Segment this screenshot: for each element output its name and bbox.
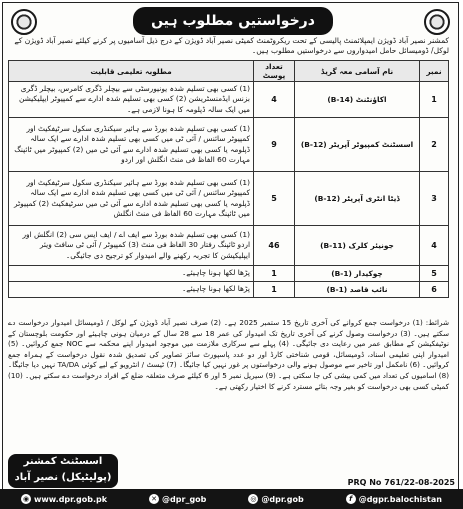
col-qty-header: تعداد پوسٹ [254, 61, 295, 82]
row-number: 1 [420, 82, 449, 118]
page-title: درخواستیں مطلوب ہیں [133, 7, 333, 35]
row-post: نائب قاصد (B-1) [295, 282, 420, 298]
row-number: 2 [420, 118, 449, 172]
footer-website[interactable] [21, 494, 107, 504]
row-qty: 1 [254, 266, 295, 282]
twitter-icon: ✕ [149, 494, 159, 504]
vacancy-table [8, 60, 449, 298]
globe-icon: ◉ [22, 495, 30, 503]
emblem-right-icon [424, 9, 450, 35]
footer-instagram[interactable] [248, 494, 303, 504]
row-number: 3 [420, 172, 449, 226]
table-header-row [9, 61, 449, 82]
intro-text: کمشنر نصیر آباد ڈویژن ایمپلائمنٹ پالیسی کے تحت ریکروٹمنٹ کمیٹی نصیر آباد ڈویژن کے درج ذیل آسامیوں پر کرنے کیلئے نصیر آباد ڈویژن کے لوکل/ ڈومیسائل حامل امیدواروں سے درخواستیں مطلوب ہیں۔ [14, 36, 449, 55]
row-qualification: (1) کسی بھی تسلیم شدہ بورڈ سے ہائیر سیکنڈری سکول سرٹیفکیٹ اور کمپیوٹر سائنس / آئی ٹی میں کسی بھی تسلیم شدہ ادارے سے ایک سالہ ڈپلومہ یا کسی بھی تسلیم شدہ ادارے سے آئی ٹی میں (2) کمپیوٹر میں ٹائپنگ مہارت 60 الفاظ فی منٹ انگلش اور اردو [9, 118, 254, 172]
row-qty: 5 [254, 172, 295, 226]
row-qty: 9 [254, 118, 295, 172]
twitter-text: @dpr_gob [162, 494, 207, 504]
table-row [9, 118, 449, 172]
row-post: اسسٹنٹ کمپیوٹر آپریٹر (B-12) [295, 118, 420, 172]
row-post: اکاؤنٹنٹ (B-14) [295, 82, 420, 118]
facebook-icon: f [346, 494, 356, 504]
row-number: 5 [420, 266, 449, 282]
emblem-left-icon [11, 9, 37, 35]
col-number-header: نمبر [420, 61, 449, 82]
table-row [9, 282, 449, 298]
signature-title: اسسٹنٹ کمشنر [23, 456, 103, 467]
row-number: 6 [420, 282, 449, 298]
footer-twitter[interactable] [149, 494, 206, 504]
signature-office: (پولیٹیکل) نصیر آباد [14, 472, 112, 483]
row-qualification: پڑھا لکھا ہونا چاہیئے۔ [9, 266, 254, 282]
row-qty: 4 [254, 82, 295, 118]
row-qualification: (1) کسی بھی تسلیم شدہ بورڈ سے ہائیر سیکنڈری سکول سرٹیفکیٹ اور کمپیوٹر سائنس / آئی ٹی میں کسی بھی تسلیم شدہ ادارے سے ایک سالہ ڈپلومہ یا کسی بھی تسلیم شدہ ادارے سے آئی ٹی میں سرٹیفکیٹ (2) کمپیوٹر میں ٹائپنگ مہارت 60 الفاظ فی منٹ انگلش [9, 172, 254, 226]
row-number: 4 [420, 226, 449, 266]
signature-block [8, 454, 118, 488]
row-qty: 1 [254, 282, 295, 298]
prq-number: PRQ No 761/22-08-2025 [347, 478, 455, 487]
instagram-icon: ◎ [250, 495, 257, 503]
row-qualification: (1) کسی بھی تسلیم شدہ یونیورسٹی سے بیچلر ڈگری کامرس، بیچلر ڈگری بزنس ایڈمنسٹریشن (2) کسی بھی تسلیم شدہ ادارے سے کمپیوٹر ایپلیکیشن میں ایک سالہ ڈپلومہ کا ہونا لازمی ہے۔ [9, 82, 254, 118]
col-qualification-header: مطلوبہ تعلیمی قابلیت [9, 61, 254, 82]
table-row [9, 226, 449, 266]
row-post: ڈیٹا انٹری آپریٹر (B-12) [295, 172, 420, 226]
row-qualification: (1) کسی بھی تسلیم شدہ بورڈ سے ایف اے / ایف ایس سی (2) انگلش اور اردو ٹائپنگ رفتار 30 الفاظ فی منٹ (3) کمپیوٹر / آئی ٹی سافٹ ویئر ایپلیکیشن کا تجربہ رکھنے والے امیدوار کو ترجیح دی جائیگی۔ [9, 226, 254, 266]
row-qualification: پڑھا لکھا ہونا چاہیئے۔ [9, 282, 254, 298]
instagram-text: @dpr.gob [261, 494, 304, 504]
table-row [9, 266, 449, 282]
row-post: چوکیدار (B-1) [295, 266, 420, 282]
website-text: www.dpr.gob.pk [34, 494, 108, 504]
footer-bar [0, 489, 463, 509]
terms-paragraph: شرائط: (1) درخواست جمع کروانے کی آخری تاریخ 15 ستمبر 2025 ہے۔ (2) صرف نصیر آباد ڈویژن کے لوکل / ڈومیسائل امیدوار درخواست دے سکتے ہیں۔ (3) درخواست وصول کرنے کی آخری تاریخ تک امیدوار کی عمر 18 سے 28 سال کے درمیان ہونی چاہیئے اور حکومت بلوچستان کے نوٹیفکیشن کے مطابق عمر میں رعایت دی جائیگی۔ (4) پہلے سے سرکاری ملازمت میں موجود امیدوار اپنے محکمہ سے NOC جمع کروائیں۔ (5) امیدوار اپنی تعلیمی اسناد، ڈومیسائل، قومی شناختی کارڈ اور دو عدد پاسپورٹ سائز تصاویر کی تصدیق شدہ نقول درخواست کے ہمراہ جمع کروائیں۔ (6) نامکمل اور تاخیر سے موصول ہونے والی درخواستوں پر غور نہیں کیا جائیگا۔ (7) ٹیسٹ / انٹرویو کے لیے کوئی TA/DA نہیں دیا جائیگا۔ (8) اسامیوں کی تعداد میں کمی بیشی کی جا سکتی ہے۔ (9) سیریل نمبر 5 اور 6 کیلئے صرف متعلقہ ضلع کے افراد درخواست دے سکتے ہیں۔ (10) کمیٹی کسی بھی درخواست کو بغیر وجہ بتائے مسترد کرنے کا اختیار رکھتی ہے۔ [8, 318, 449, 391]
row-post: جونیئر کلرک (B-11) [295, 226, 420, 266]
row-qty: 46 [254, 226, 295, 266]
col-post-header: نام آسامی معہ گریڈ [295, 61, 420, 82]
facebook-text: @dgpr.balochistan [358, 494, 442, 504]
table-row [9, 82, 449, 118]
table-row [9, 172, 449, 226]
footer-facebook[interactable] [346, 494, 442, 504]
